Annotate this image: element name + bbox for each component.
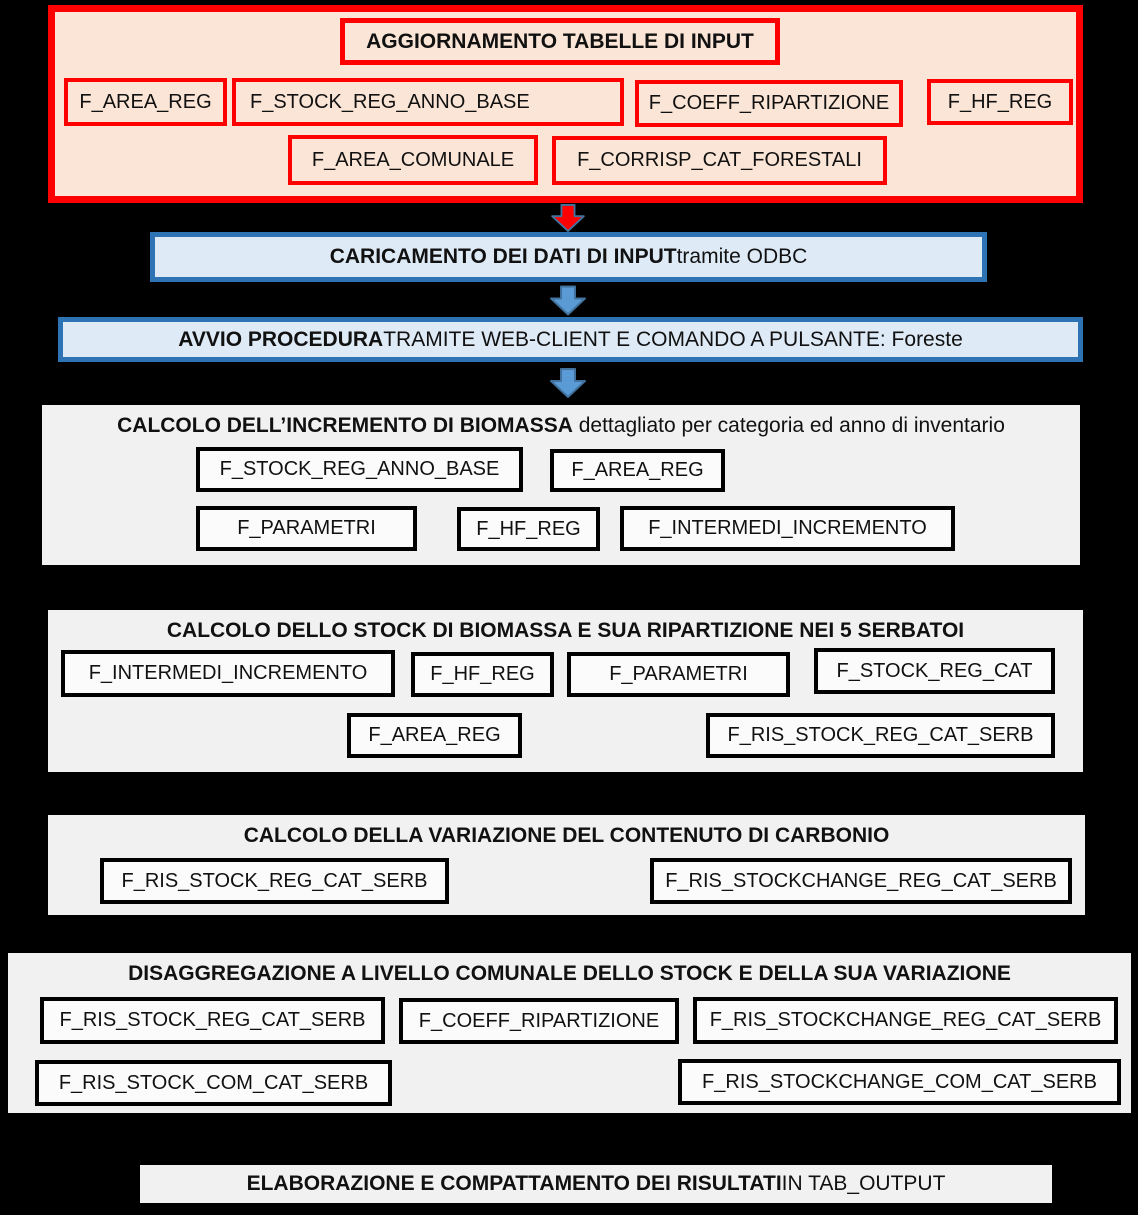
panel-title: CALCOLO DELLO STOCK DI BIOMASSA E SUA RIPARTIZIONE NEI 5 SERBATOI	[166, 619, 965, 642]
table-chip: F_INTERMEDI_INCREMENTO	[620, 506, 955, 551]
table-chip: F_RIS_STOCK_REG_CAT_SERB	[40, 997, 385, 1044]
panel-title: CALCOLO DELLA VARIAZIONE DEL CONTENUTO DI CARBONIO	[243, 824, 890, 847]
table-chip: F_RIS_STOCK_REG_CAT_SERB	[706, 713, 1055, 758]
table-chip: F_AREA_COMUNALE	[288, 135, 538, 185]
input-tables-panel	[48, 5, 1083, 203]
variation-calculation-panel	[48, 815, 1085, 915]
start-procedure-step	[58, 317, 1083, 362]
table-chip: F_AREA_REG	[64, 78, 227, 126]
down-arrow-blue-icon	[549, 285, 587, 316]
panel-title: CALCOLO DELL’INCREMENTO DI BIOMASSA dettagliato per categoria ed anno di inventario	[117, 414, 1005, 437]
table-chip: F_CORRISP_CAT_FORESTALI	[552, 136, 887, 185]
table-chip: F_RIS_STOCK_COM_CAT_SERB	[35, 1060, 392, 1106]
table-chip: F_HF_REG	[457, 507, 600, 551]
table-chip: F_RIS_STOCKCHANGE_REG_CAT_SERB	[693, 997, 1118, 1044]
table-chip: F_HF_REG	[927, 79, 1073, 125]
step-label: tramite ODBC	[676, 245, 808, 268]
table-chip: F_RIS_STOCK_REG_CAT_SERB	[100, 858, 449, 904]
step-label-bold: CARICAMENTO DEI DATI DI INPUT	[329, 245, 677, 268]
table-chip: F_COEFF_RIPARTIZIONE	[635, 80, 903, 127]
step-label: TRAMITE WEB-CLIENT E COMANDO A PULSANTE: Foreste	[383, 327, 963, 351]
table-chip: F_STOCK_REG_CAT	[814, 648, 1055, 694]
panel-title: DISAGGREGAZIONE A LIVELLO COMUNALE DELLO STOCK E DELLA SUA VARIAZIONE	[128, 962, 1011, 985]
down-arrow-red-icon	[549, 204, 587, 232]
panel-title: AGGIORNAMENTO TABELLE DI INPUT	[340, 18, 780, 65]
table-chip: F_STOCK_REG_ANNO_BASE	[196, 447, 523, 492]
down-arrow-blue-icon	[549, 367, 587, 399]
table-chip: F_RIS_STOCKCHANGE_REG_CAT_SERB	[650, 858, 1072, 904]
disaggregation-panel	[8, 953, 1131, 1113]
table-chip: F_PARAMETRI	[567, 652, 790, 697]
table-chip: F_STOCK_REG_ANNO_BASE	[232, 78, 624, 126]
table-chip: F_RIS_STOCKCHANGE_COM_CAT_SERB	[678, 1059, 1121, 1105]
table-chip: F_AREA_REG	[347, 713, 522, 758]
increment-calculation-panel	[42, 405, 1080, 565]
table-chip: F_AREA_REG	[550, 449, 725, 492]
table-chip: F_PARAMETRI	[196, 506, 417, 551]
table-chip: F_HF_REG	[411, 652, 554, 697]
step-label-bold: ELABORAZIONE E COMPATTAMENTO DEI RISULTATI	[246, 1172, 782, 1195]
load-data-step	[150, 232, 987, 282]
step-label: IN TAB_OUTPUT	[781, 1172, 946, 1195]
step-label-bold: AVVIO PROCEDURA	[178, 327, 384, 351]
table-chip: F_INTERMEDI_INCREMENTO	[61, 650, 395, 697]
table-chip: F_COEFF_RIPARTIZIONE	[399, 998, 679, 1044]
output-step	[140, 1165, 1052, 1203]
stock-calculation-panel	[48, 610, 1083, 772]
